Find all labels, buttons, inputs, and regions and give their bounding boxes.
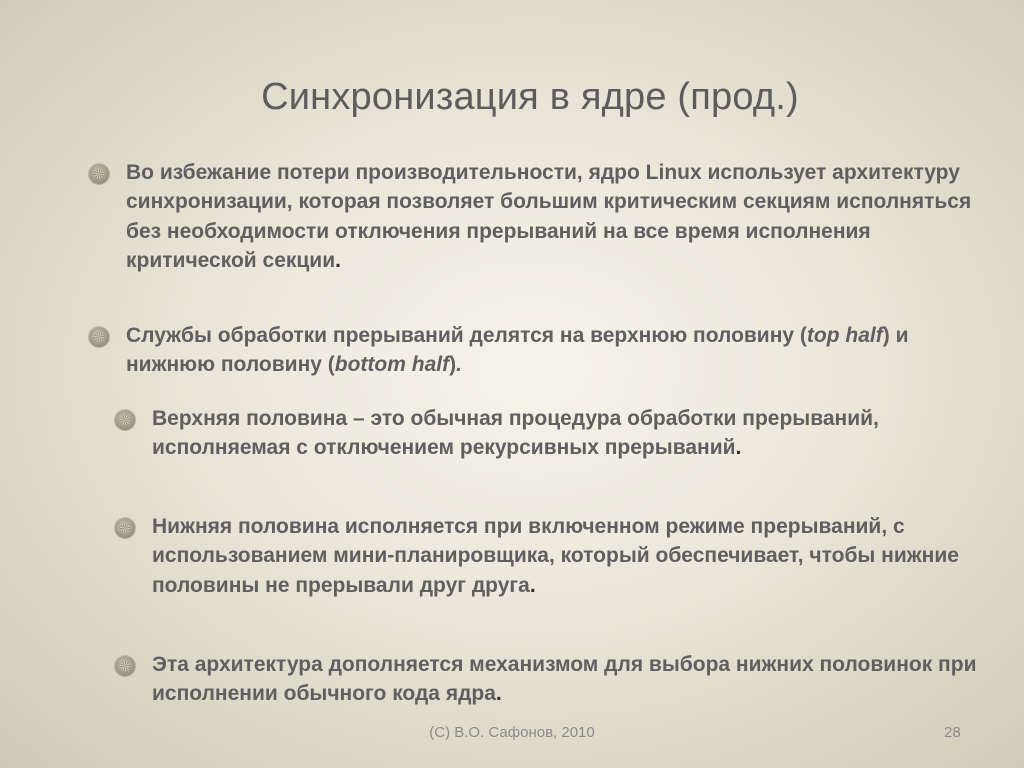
bullet-end-5: . — [495, 682, 502, 706]
bullet-item-3 — [152, 404, 912, 463]
shell-bullet-icon — [114, 655, 136, 677]
bullet-text-3: Верхняя половина – это обычная процедура обработки прерываний, исполняемая с отключением рекурсивных прерываний — [152, 407, 879, 460]
bullet-text-2c: ) — [449, 353, 457, 377]
shell-bullet-icon — [88, 163, 110, 185]
bullet-text-2-bottom-half: bottom half — [334, 353, 450, 377]
bullet-text-2b: ) и нижнюю половину ( — [126, 324, 909, 377]
bullet-text-5: Эта архитектура дополняется механизмом для выбора нижних половинок при исполнении обычного кода ядра — [152, 653, 977, 706]
bullet-item-4 — [152, 512, 982, 600]
bullet-item-5 — [152, 650, 982, 709]
bullet-text-4: Нижняя половина исполняется при включенном режиме прерываний, с использованием мини-планировщика, который обеспечивает, чтобы нижние половины не прерывали друг друга — [152, 515, 959, 597]
page-number: 28 — [944, 724, 961, 741]
shell-bullet-icon — [88, 326, 110, 348]
bullet-end-4: . — [529, 573, 536, 597]
bullet-end-2: . — [456, 353, 462, 377]
bullet-end-3: . — [735, 436, 742, 460]
bullet-text-2a: Службы обработки прерываний делятся на верхнюю половину ( — [126, 324, 807, 347]
shell-bullet-icon — [114, 409, 136, 431]
bullet-item-2 — [126, 321, 966, 380]
bullet-end-1: . — [335, 249, 341, 273]
slide-title: Синхронизация в ядре (прод.) — [261, 76, 799, 118]
bullet-text-2-top-half: top half — [806, 324, 883, 347]
bullet-text-1: Во избежание потери производительности, ядро Linux использует архитектуру синхронизации, которая позволяет большим критическим секциям исполняться без необходимости отключения прерываний на все время исполнения критической секции — [126, 161, 972, 273]
slide-footer: (C) В.О. Сафонов, 2010 — [429, 724, 595, 741]
shell-bullet-icon — [114, 517, 136, 539]
bullet-item-1 — [126, 158, 976, 276]
